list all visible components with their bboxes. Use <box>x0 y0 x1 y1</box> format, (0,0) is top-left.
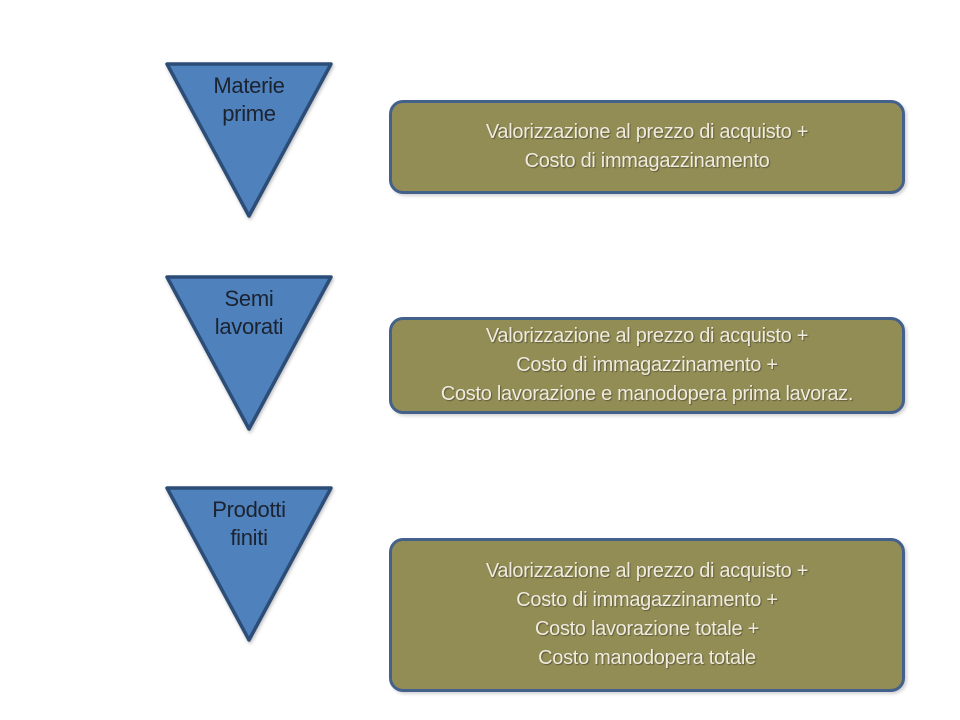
valuation-line: Valorizzazione al prezzo di acquisto + <box>485 325 809 347</box>
valuation-box-materie-prime <box>389 100 905 194</box>
valuation-line: Valorizzazione al prezzo di acquisto + <box>485 560 809 582</box>
valuation-line: Costo di immagazzinamento <box>524 150 770 172</box>
valuation-line: Costo di immagazzinamento + <box>516 589 778 611</box>
valuation-line: Costo di immagazzinamento + <box>516 354 778 376</box>
stage-triangle-prodotti-finiti <box>163 484 335 646</box>
valuation-line: Valorizzazione al prezzo di acquisto + <box>485 121 809 143</box>
valuation-box-semi-lavorati <box>389 317 905 414</box>
stage-label-line: Semi <box>224 286 274 311</box>
valuation-line: Costo lavorazione totale + <box>534 618 759 640</box>
stage-label <box>163 496 335 552</box>
stage-label-line: Prodotti <box>212 497 286 522</box>
stage-triangle-materie-prime <box>163 60 335 222</box>
stage-label-line: lavorati <box>214 314 284 339</box>
valuation-line: Costo manodopera totale <box>538 647 756 669</box>
stage-label <box>163 72 335 128</box>
stage-label-line: prime <box>222 101 276 126</box>
valuation-line: Costo lavorazione e manodopera prima lavoraz. <box>440 383 854 405</box>
valuation-box-prodotti-finiti <box>389 538 905 692</box>
stage-label-line: Materie <box>213 73 285 98</box>
stage-label <box>163 285 335 341</box>
stage-label-line: finiti <box>230 525 268 550</box>
stage-triangle-semi-lavorati <box>163 273 335 435</box>
